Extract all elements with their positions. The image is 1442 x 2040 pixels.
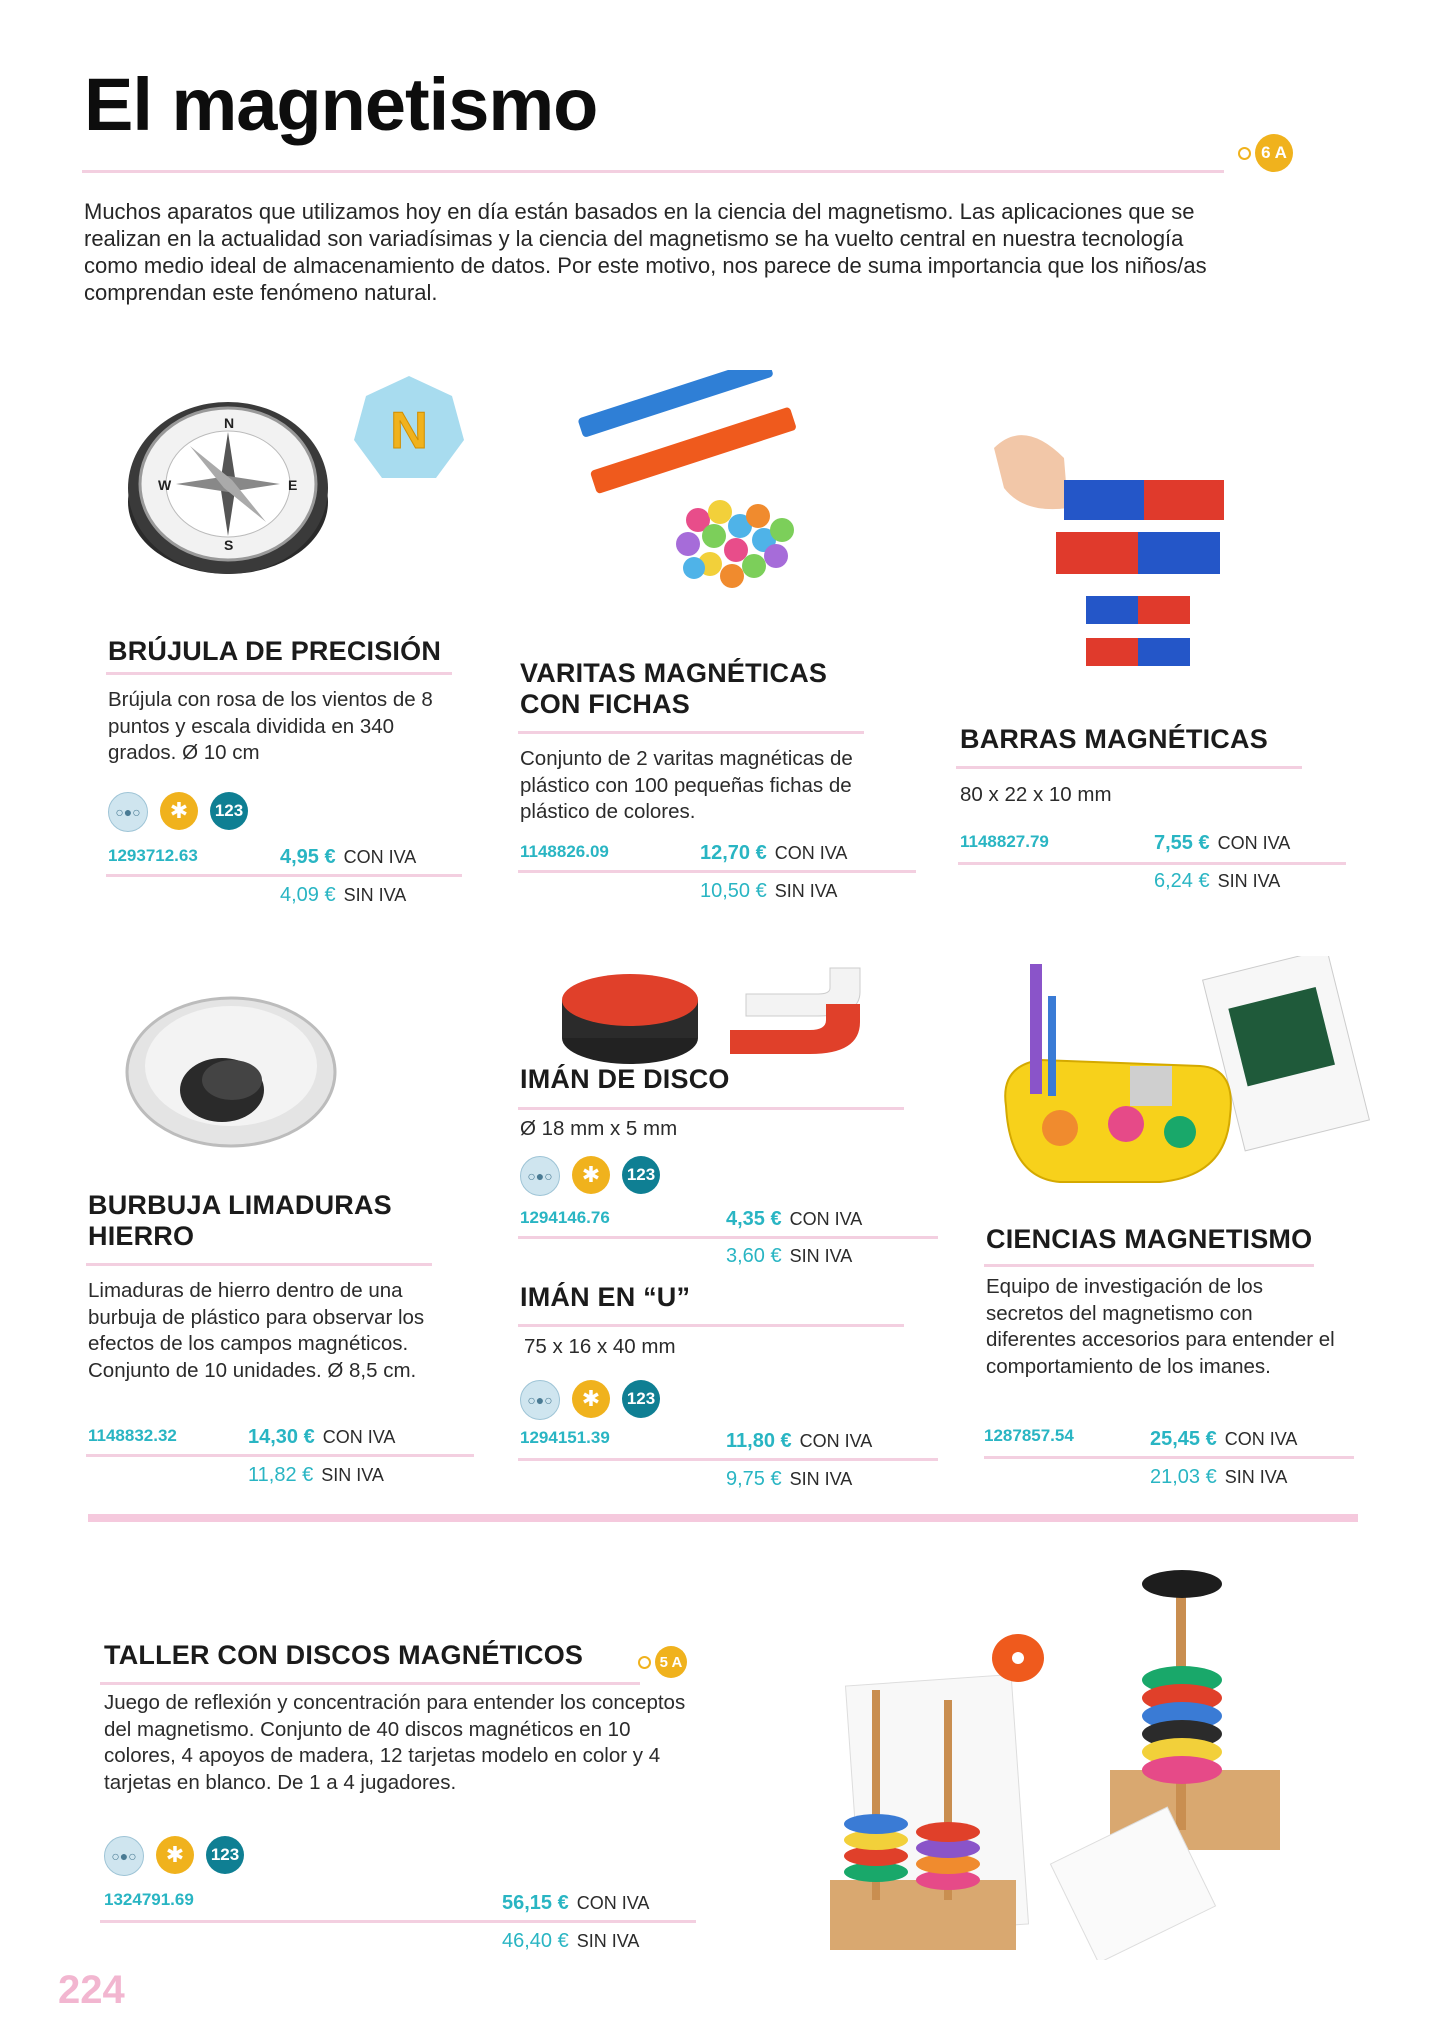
price-sin-value: 21,03 € [1150,1466,1217,1488]
age-dot-icon [1238,147,1251,160]
new-badge-letter: N [390,402,428,460]
price-sin-label: SIN IVA [789,1246,853,1266]
product-name: TALLER CON DISCOS MAGNÉTICOS [104,1640,584,1670]
price-sin-value: 4,09 € [280,884,336,906]
product-description: 80 x 22 x 10 mm [960,783,1112,806]
product-reference: 1294151.39 [520,1428,610,1447]
price-with-vat [726,1208,862,1231]
product-description: 75 x 16 x 40 mm [524,1335,676,1358]
price-with-vat [280,846,416,869]
price-con-value: 56,15 € [502,1892,569,1914]
product-description: Limaduras de hierro dentro de una burbuja de plástico para observar los efectos de los campos magnéticos. Conjunto de 10 unidades. Ø 8,5 cm. [88,1279,425,1382]
svg-text:E: E [288,477,298,493]
price-without-vat [726,1245,852,1268]
running-child-icon: ✱ [572,1156,610,1194]
magnetic-bars-image [994,418,1234,674]
price-divider [100,1920,696,1923]
price-con-label: CON IVA [789,1209,863,1229]
price-con-value: 4,35 € [726,1208,782,1230]
product-reference: 1293712.63 [108,846,198,865]
price-sin-label: SIN IVA [576,1931,640,1951]
price-sin-value: 46,40 € [502,1930,569,1952]
product-reference: 1148826.09 [520,842,609,861]
title-divider [82,170,1224,173]
product-reference: 1287857.54 [984,1426,1074,1445]
iron-filings-bubble-image [124,984,338,1150]
product-name: IMÁN DE DISCO [520,1064,730,1094]
price-divider [984,1456,1354,1459]
price-con-value: 14,30 € [248,1426,315,1448]
product-name: IMÁN EN “U” [520,1282,691,1312]
numbers-icon: 123 [622,1380,660,1418]
price-con-label: CON IVA [343,847,417,867]
product-divider [106,672,452,675]
magnetic-discs-workshop-image [820,1560,1300,1960]
numbers-icon: 123 [206,1836,244,1874]
price-con-label: CON IVA [774,843,848,863]
product-name: CIENCIAS MAGNETISMO [986,1224,1313,1254]
product-divider [100,1682,640,1685]
price-sin-value: 6,24 € [1154,870,1210,892]
price-with-vat [248,1426,395,1449]
price-con-value: 11,80 € [726,1430,792,1452]
price-divider [86,1454,474,1457]
price-con-label: CON IVA [1217,833,1291,853]
product-reference: 1148832.32 [88,1426,177,1445]
price-con-label: CON IVA [1224,1429,1298,1449]
product-icons [520,1380,660,1420]
price-without-vat [502,1930,639,1953]
svg-text:N: N [224,415,235,431]
product-divider [956,766,1302,769]
product-divider [86,1263,432,1266]
price-without-vat [280,884,406,907]
price-divider [518,1236,938,1239]
product-description: Conjunto de 2 varitas magnéticas de plástico con 100 pequeñas fichas de plástico de colores. [520,747,853,823]
product-reference: 1294146.76 [520,1208,610,1227]
product-divider [984,1264,1314,1267]
price-sin-label: SIN IVA [789,1469,853,1489]
product-name: BARRAS MAGNÉTICAS [960,724,1268,754]
price-con-value: 12,70 € [700,842,767,864]
price-without-vat [726,1468,852,1491]
price-sin-value: 11,82 € [248,1464,314,1486]
price-divider [958,862,1346,865]
product-name: BURBUJA LIMADURAS HIERRO [88,1190,392,1251]
product-reference: 1324791.69 [104,1890,194,1909]
price-with-vat [502,1892,649,1915]
price-without-vat [1150,1466,1287,1489]
price-with-vat [726,1430,872,1453]
price-con-label: CON IVA [799,1431,873,1451]
age-indicator [638,1646,687,1678]
product-divider [518,1324,904,1327]
page-number: 224 [58,1968,125,2012]
price-without-vat [248,1464,384,1487]
price-sin-value: 3,60 € [726,1245,782,1267]
product-name: BRÚJULA DE PRECISIÓN [108,636,442,666]
product-icons [108,792,248,832]
age-badge: 5 A [655,1646,687,1678]
page-title: El magnetismo [84,63,598,146]
hand-manipulation-icon: ○●○ [520,1380,560,1420]
hand-manipulation-icon: ○●○ [104,1836,144,1876]
numbers-icon: 123 [210,792,248,830]
product-description: Brújula con rosa de los vientos de 8 puntos y escala dividida en 340 grados. Ø 10 cm [108,688,433,764]
product-description: Juego de reflexión y concentración para entender los conceptos del magnetismo. Conjunto de 40 discos magnéticos en 10 colores, 4 apoyos de madera, 12 tarjetas modelo en color y 4 tarjetas en blanco. De 1 a 4 jugadores. [104,1691,686,1794]
price-without-vat [700,880,837,903]
product-reference: 1148827.79 [960,832,1049,851]
price-sin-label: SIN IVA [1217,871,1281,891]
price-con-value: 7,55 € [1154,832,1210,854]
price-con-label: CON IVA [576,1893,650,1913]
price-without-vat [1154,870,1280,893]
intro-text: Muchos aparatos que utilizamos hoy en día están basados en la ciencia del magnetismo. Las aplicaciones que se realizan en la actualidad son variadísimas y la ciencia del magnetismo se ha vuelto central en nuestra tecnología como medio ideal de almacenamiento de datos. Por este motivo, nos parece de suma importancia que los niños/as comprendan este fenómeno natural. [84,199,1207,305]
svg-text:S: S [224,537,234,553]
price-sin-value: 9,75 € [726,1468,782,1490]
product-description: Ø 18 mm x 5 mm [520,1117,678,1140]
price-divider [106,874,462,877]
running-child-icon: ✱ [160,792,198,830]
product-icons [104,1836,244,1876]
price-sin-label: SIN IVA [343,885,407,905]
price-with-vat [1150,1428,1297,1451]
product-description: Equipo de investigación de los secretos del magnetismo con diferentes accesorios para entender el comportamiento de los imanes. [986,1275,1335,1378]
price-divider [518,870,916,873]
price-sin-label: SIN IVA [774,881,838,901]
hand-manipulation-icon: ○●○ [520,1156,560,1196]
price-con-label: CON IVA [322,1427,396,1447]
magnetic-wands-image [568,370,828,602]
section-divider [88,1514,1358,1522]
price-sin-value: 10,50 € [700,880,767,902]
price-con-value: 4,95 € [280,846,336,868]
disc-and-u-magnet-image [560,944,880,1072]
age-indicator [1238,134,1293,172]
price-sin-label: SIN IVA [1224,1467,1288,1487]
running-child-icon: ✱ [156,1836,194,1874]
price-divider [518,1458,938,1461]
hand-manipulation-icon: ○●○ [108,792,148,832]
price-con-value: 25,45 € [1150,1428,1217,1450]
numbers-icon: 123 [622,1156,660,1194]
product-divider [518,1107,904,1110]
price-sin-label: SIN IVA [321,1465,384,1485]
product-name: VARITAS MAGNÉTICAS CON FICHAS [520,658,828,719]
age-dot-icon [638,1656,651,1669]
price-with-vat [1154,832,1290,855]
age-badge: 6 A [1255,134,1293,172]
magnetism-kit-image [1000,956,1370,1196]
running-child-icon: ✱ [572,1380,610,1418]
product-icons [520,1156,660,1196]
compass-image [118,384,338,580]
new-badge [352,374,466,484]
svg-text:W: W [158,477,172,493]
price-with-vat [700,842,847,865]
product-divider [518,731,864,734]
